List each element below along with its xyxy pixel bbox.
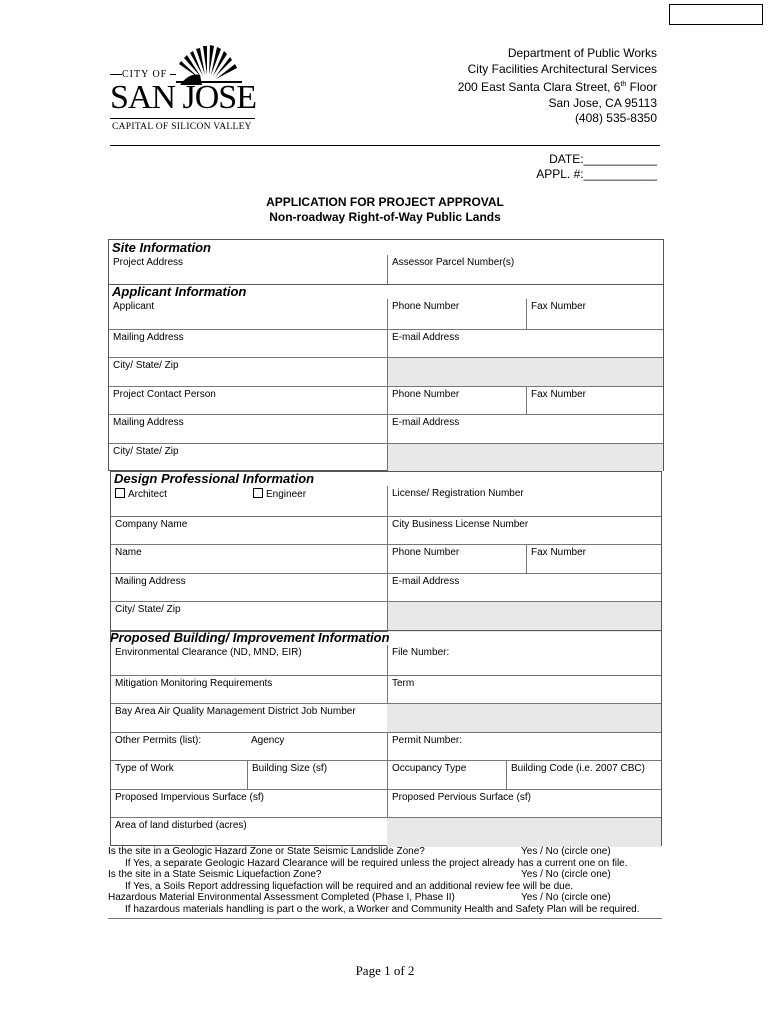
engineer-checkbox[interactable] [253, 488, 263, 498]
logo-san-jose: SAN JOSE [110, 79, 256, 116]
table-row [109, 386, 663, 415]
site-info-heading: Site Information [112, 240, 211, 255]
applicant-fax-field[interactable]: Fax Number [526, 299, 663, 329]
site-row [109, 255, 663, 285]
pervious-surface-field[interactable]: Proposed Pervious Surface (sf) [387, 790, 661, 818]
applicant-info-table [108, 284, 664, 471]
designer-phone-field[interactable]: Phone Number [387, 545, 526, 574]
notes-bottom-rule [108, 918, 662, 919]
designer-city-field[interactable]: City/ State/ Zip [115, 604, 181, 615]
applicant-field[interactable]: Applicant [113, 301, 155, 312]
table-row [111, 544, 661, 574]
header-rule [110, 145, 660, 146]
dept-line-1: Department of Public Works [507, 46, 657, 60]
type-of-work-field[interactable]: Type of Work [115, 763, 174, 774]
building-size-field[interactable]: Building Size (sf) [247, 761, 387, 790]
date-field[interactable]: DATE:___________ [549, 152, 657, 166]
applicant-city-field[interactable]: City/ State/ Zip [113, 360, 179, 371]
table-row [111, 516, 661, 545]
impervious-surface-field[interactable]: Proposed Impervious Surface (sf) [115, 792, 264, 803]
occupancy-type-field[interactable]: Occupancy Type [387, 761, 506, 790]
engineer-option[interactable]: Engineer [249, 486, 387, 516]
logo-rule-bottom [110, 118, 255, 119]
geologic-hazard-yes-no[interactable]: Yes / No (circle one) [521, 846, 611, 857]
applicant-email-field[interactable]: E-mail Address [387, 330, 663, 358]
table-row [111, 789, 661, 818]
design-info-heading: Design Professional Information [114, 471, 315, 486]
table-row [109, 414, 663, 444]
logo-rule-right [170, 74, 176, 75]
project-contact-field[interactable]: Project Contact Person [113, 389, 216, 400]
shaded-cell [387, 704, 661, 733]
shaded-cell [387, 818, 661, 847]
architect-checkbox[interactable] [115, 488, 125, 498]
logo-rule-left [110, 74, 122, 75]
table-row [111, 817, 661, 847]
city-logo [110, 45, 260, 135]
logo-tagline: CAPITAL OF SILICON VALLEY [112, 122, 252, 132]
table-row [109, 329, 663, 358]
design-info-table [110, 471, 662, 632]
dept-line-5: (408) 535-8350 [574, 111, 657, 125]
applicant-mailing-field[interactable]: Mailing Address [113, 332, 184, 343]
form-subtitle: Non-roadway Right-of-Way Public Lands [269, 210, 501, 224]
table-row [109, 357, 663, 387]
contact-city-field[interactable]: City/ State/ Zip [113, 446, 179, 457]
designer-mailing-field[interactable]: Mailing Address [115, 576, 186, 587]
applicant-phone-field[interactable]: Phone Number [387, 299, 526, 329]
liquefaction-note: If Yes, a Soils Report addressing liquefaction will be required and an additional review fee will be due. [125, 880, 574, 892]
business-license-field[interactable]: City Business License Number [387, 517, 661, 545]
building-info-table [110, 630, 662, 846]
form-title: APPLICATION FOR PROJECT APPROVAL [266, 195, 504, 209]
architect-option[interactable]: Architect [111, 486, 249, 516]
geologic-hazard-note: If Yes, a separate Geologic Hazard Clearance will be required unless the project already has a current one on file. [125, 857, 628, 869]
agency-field[interactable]: Agency [251, 735, 285, 746]
table-row [111, 601, 661, 632]
date-block [536, 152, 657, 182]
contact-phone-field[interactable]: Phone Number [387, 387, 526, 415]
other-permits-field[interactable]: Other Permits (list): [115, 735, 202, 746]
environmental-clearance-field[interactable]: Environmental Clearance (ND, MND, EIR) [115, 647, 302, 658]
shaded-cell [387, 358, 663, 387]
project-address-field[interactable]: Project Address [113, 257, 184, 268]
file-number-field[interactable]: File Number: [387, 645, 661, 675]
table-row [111, 760, 661, 790]
baaqmd-job-number-field[interactable]: Bay Area Air Quality Management District Job Number [115, 706, 356, 717]
mitigation-monitoring-field[interactable]: Mitigation Monitoring Requirements [115, 678, 273, 689]
table-row [111, 675, 661, 704]
hazardous-material-question: Hazardous Material Environmental Assessment Completed (Phase I, Phase II) Yes / No (circle one) [108, 892, 611, 904]
table-row [109, 443, 663, 472]
table-row [111, 486, 661, 516]
designer-email-field[interactable]: E-mail Address [387, 574, 661, 602]
site-info-table [108, 239, 664, 285]
corner-box [669, 4, 763, 25]
hazard-questions [108, 846, 662, 916]
geologic-hazard-question: Is the site in a Geologic Hazard Zone or State Seismic Landslide Zone? Yes / No (circle one) [108, 846, 611, 857]
license-field[interactable]: License/ Registration Number [387, 486, 661, 516]
assessor-parcel-field[interactable]: Assessor Parcel Number(s) [387, 255, 663, 285]
building-code-field[interactable]: Building Code (i.e. 2007 CBC) [506, 761, 661, 790]
logo-city-of: CITY OF [122, 69, 168, 80]
table-row [109, 299, 663, 329]
table-row [111, 732, 661, 761]
department-address [458, 46, 657, 127]
dept-line-2: City Facilities Architectural Services [467, 61, 657, 76]
applicant-info-heading: Applicant Information [112, 284, 247, 299]
permit-number-field[interactable]: Permit Number: [387, 733, 661, 761]
contact-mailing-field[interactable]: Mailing Address [113, 417, 184, 428]
designer-fax-field[interactable]: Fax Number [526, 545, 661, 574]
contact-fax-field[interactable]: Fax Number [526, 387, 663, 415]
shaded-cell [387, 602, 661, 632]
term-field[interactable]: Term [387, 676, 661, 704]
dept-line-4: San Jose, CA 95113 [548, 95, 657, 110]
contact-email-field[interactable]: E-mail Address [387, 415, 663, 444]
designer-name-field[interactable]: Name [115, 547, 142, 558]
hazardous-material-note: If hazardous materials handling is part o the work, a Worker and Community Health and Safety Plan will be required. [125, 903, 640, 915]
dept-line-3: 200 East Santa Clara Street, 6th Floor [457, 80, 657, 94]
liquefaction-yes-no[interactable]: Yes / No (circle one) [521, 869, 611, 881]
liquefaction-question: Is the site in a State Seismic Liquefaction Zone? Yes / No (circle one) [108, 869, 611, 881]
table-row [111, 645, 661, 675]
shaded-cell [387, 444, 663, 472]
hazardous-material-yes-no[interactable]: Yes / No (circle one) [521, 892, 611, 904]
appl-number-field[interactable]: APPL. #:___________ [536, 167, 657, 181]
land-disturbed-field[interactable]: Area of land disturbed (acres) [115, 820, 247, 831]
page-number: Page 1 of 2 [355, 963, 415, 978]
table-row [111, 573, 661, 602]
table-row [111, 703, 661, 733]
building-info-heading: Proposed Building/ Improvement Information [110, 630, 390, 645]
company-name-field[interactable]: Company Name [115, 519, 188, 530]
